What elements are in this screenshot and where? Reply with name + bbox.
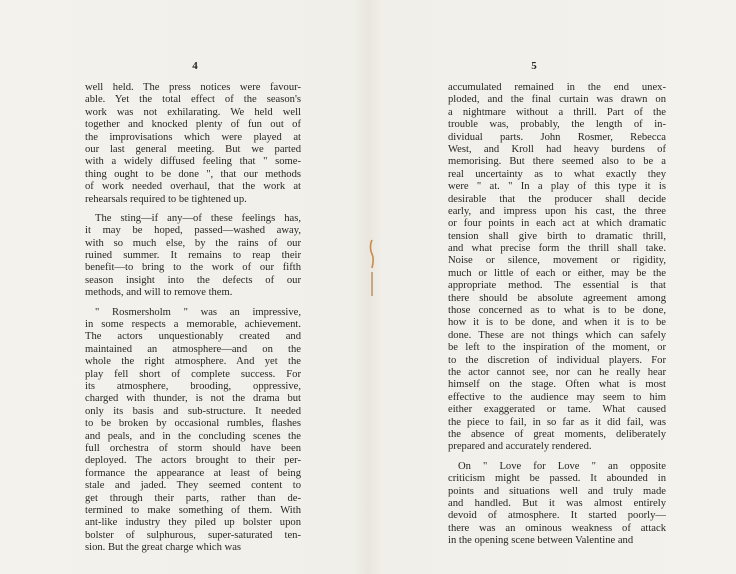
text-line: maintained an atmosphere—and on the <box>85 343 301 355</box>
left-text-column <box>85 82 301 554</box>
text-line: get through their parts, rather than de- <box>85 492 301 504</box>
text-line: " Rosmersholm " was an impressive, <box>95 306 301 318</box>
text-line: and peals, and in the concluding scenes the <box>85 430 301 442</box>
paragraph <box>85 307 301 555</box>
text-line: only its basis and sub-structure. It needed <box>85 405 301 417</box>
text-line: to be broken by occasional rumbles, flashes <box>85 418 301 430</box>
text-line: the improvisations which were played at <box>85 131 301 143</box>
text-line: real uncertainty as to what exactly they <box>448 168 666 180</box>
text-line: desirable that the producer shall decide <box>448 193 666 205</box>
text-line: criticism might be passed. It abounded in <box>448 473 666 485</box>
text-line: points and situations well and truly made <box>448 485 666 497</box>
paragraph <box>85 82 301 206</box>
text-line: work was not exhilarating. We held well <box>85 106 301 118</box>
text-line: in the opening scene between Valentine and <box>448 535 634 547</box>
text-line: well held. The press notices were favour- <box>85 82 301 93</box>
paragraph <box>448 461 666 548</box>
text-line: termined to make something of them. With <box>85 504 301 516</box>
text-line: either exaggerated or tame. What caused <box>448 404 666 416</box>
text-line: deployed. The actors brought to their per- <box>85 455 301 467</box>
text-line: sion. But the great charge which was <box>85 542 242 554</box>
paragraph <box>448 82 666 454</box>
paragraph-gap <box>448 454 666 461</box>
text-line: with a widely diffused feeling that " some- <box>85 156 301 168</box>
right-text-column <box>448 82 666 547</box>
text-line: a nightmare without a thrill. Part of the <box>448 106 666 118</box>
text-line: whole the right atmosphere. And yet the <box>85 356 301 368</box>
text-line: The sting—if any—of these feelings has, <box>95 212 301 224</box>
text-line: of work needed overhaul, that the work at <box>85 181 301 193</box>
text-line: there should be absolute agreement among <box>448 292 666 304</box>
text-line: there was an ominous weakness of attack <box>448 522 666 534</box>
text-line: our last general meeting. But we parted <box>85 143 301 155</box>
text-line: rehearsals required to be tightened up. <box>85 193 247 205</box>
text-line: ploded, and the final curtain was drawn on <box>448 94 666 106</box>
text-line: much or little of each or either, may be the <box>448 267 666 279</box>
text-line: together and knocked plenty of fun out of <box>85 119 301 131</box>
page-number: 4 <box>192 60 198 72</box>
text-line: tension shall give birth to dramatic thrill, <box>448 230 666 242</box>
text-line: it may be hoped, passed—washed away, <box>85 225 301 237</box>
text-line: appropriate method. The essential is that <box>448 280 666 292</box>
text-line: be left to the inspiration of the moment, or <box>448 342 666 354</box>
text-line: in some respects a memorable, achievement. <box>85 319 301 331</box>
text-line: stale and jaded. They seemed content to <box>85 480 301 492</box>
text-line: done. These are not things which can safely <box>448 329 666 341</box>
text-line: devoid of atmosphere. It started poorly— <box>448 510 666 522</box>
text-line: On " Love for Love " an opposite <box>458 460 666 472</box>
text-line: effective to the audience may seem to him <box>448 391 666 403</box>
paragraph <box>85 213 301 300</box>
text-line: season insight into the defects of our <box>85 274 301 286</box>
text-line: with so much else, by the rains of our <box>85 237 301 249</box>
text-line: trouble was, probably, the length of in- <box>448 119 666 131</box>
text-line: and what precise form the thrill shall take. <box>448 243 666 255</box>
text-line: the actor cannot see, nor can he really hear <box>448 366 666 378</box>
text-line: or four points in each act at which dramatic <box>448 218 666 230</box>
text-line: accumulated remained in the end unex- <box>448 82 666 93</box>
text-line: ruined summer. It remains to reap their <box>85 250 301 262</box>
page-number: 5 <box>531 60 537 72</box>
text-line: to the discretion of individual players. For <box>448 354 666 366</box>
text-line: play fell short of complete success. For <box>85 368 301 380</box>
paragraph-gap <box>85 206 301 213</box>
text-line: thing ought to be done ", that our methods <box>85 168 301 180</box>
text-line: the absence of great moments, deliberately <box>448 428 666 440</box>
text-line: memorising. But there seemed also to be a <box>448 156 666 168</box>
text-line: West, and Kroll had heavy burdens of <box>448 143 666 155</box>
right-page <box>368 0 736 574</box>
text-line: methods, and will to remove them. <box>85 287 233 299</box>
text-line: were " at. " In a play of this type it is <box>448 181 666 193</box>
text-line: how it is to be done, and when it is to be <box>448 317 666 329</box>
text-line: benefit—to bring to the work of our fifth <box>85 262 301 274</box>
text-line: and handled. But it was almost entirely <box>448 497 666 509</box>
text-line: prepared and accurately rendered. <box>448 441 592 453</box>
text-line: himself on the stage. Often what is most <box>448 379 666 391</box>
text-line: the piece to fail, in so far as it did fail, was <box>448 416 666 428</box>
text-line: those concerned as to what is to be done, <box>448 305 666 317</box>
text-line: formance the appearance at least of being <box>85 467 301 479</box>
text-line: its atmosphere, brooding, oppressive, <box>85 380 301 392</box>
text-line: full orchestra of storm should have been <box>85 442 301 454</box>
text-line: early, and impress upon his cast, the three <box>448 205 666 217</box>
text-line: dividual parts. John Rosmer, Rebecca <box>448 131 666 143</box>
text-line: ant-like industry they piled up bolster upon <box>85 517 301 529</box>
text-line: The actors unquestionably created and <box>85 331 301 343</box>
text-line: charged with thunder, is not the drama but <box>85 393 301 405</box>
text-line: Noise or silence, movement or rigidity, <box>448 255 666 267</box>
paragraph-gap <box>85 300 301 307</box>
text-line: bolster of sulphurous, super-saturated ten- <box>85 529 301 541</box>
text-line: able. Yet the total effect of the season's <box>85 94 301 106</box>
